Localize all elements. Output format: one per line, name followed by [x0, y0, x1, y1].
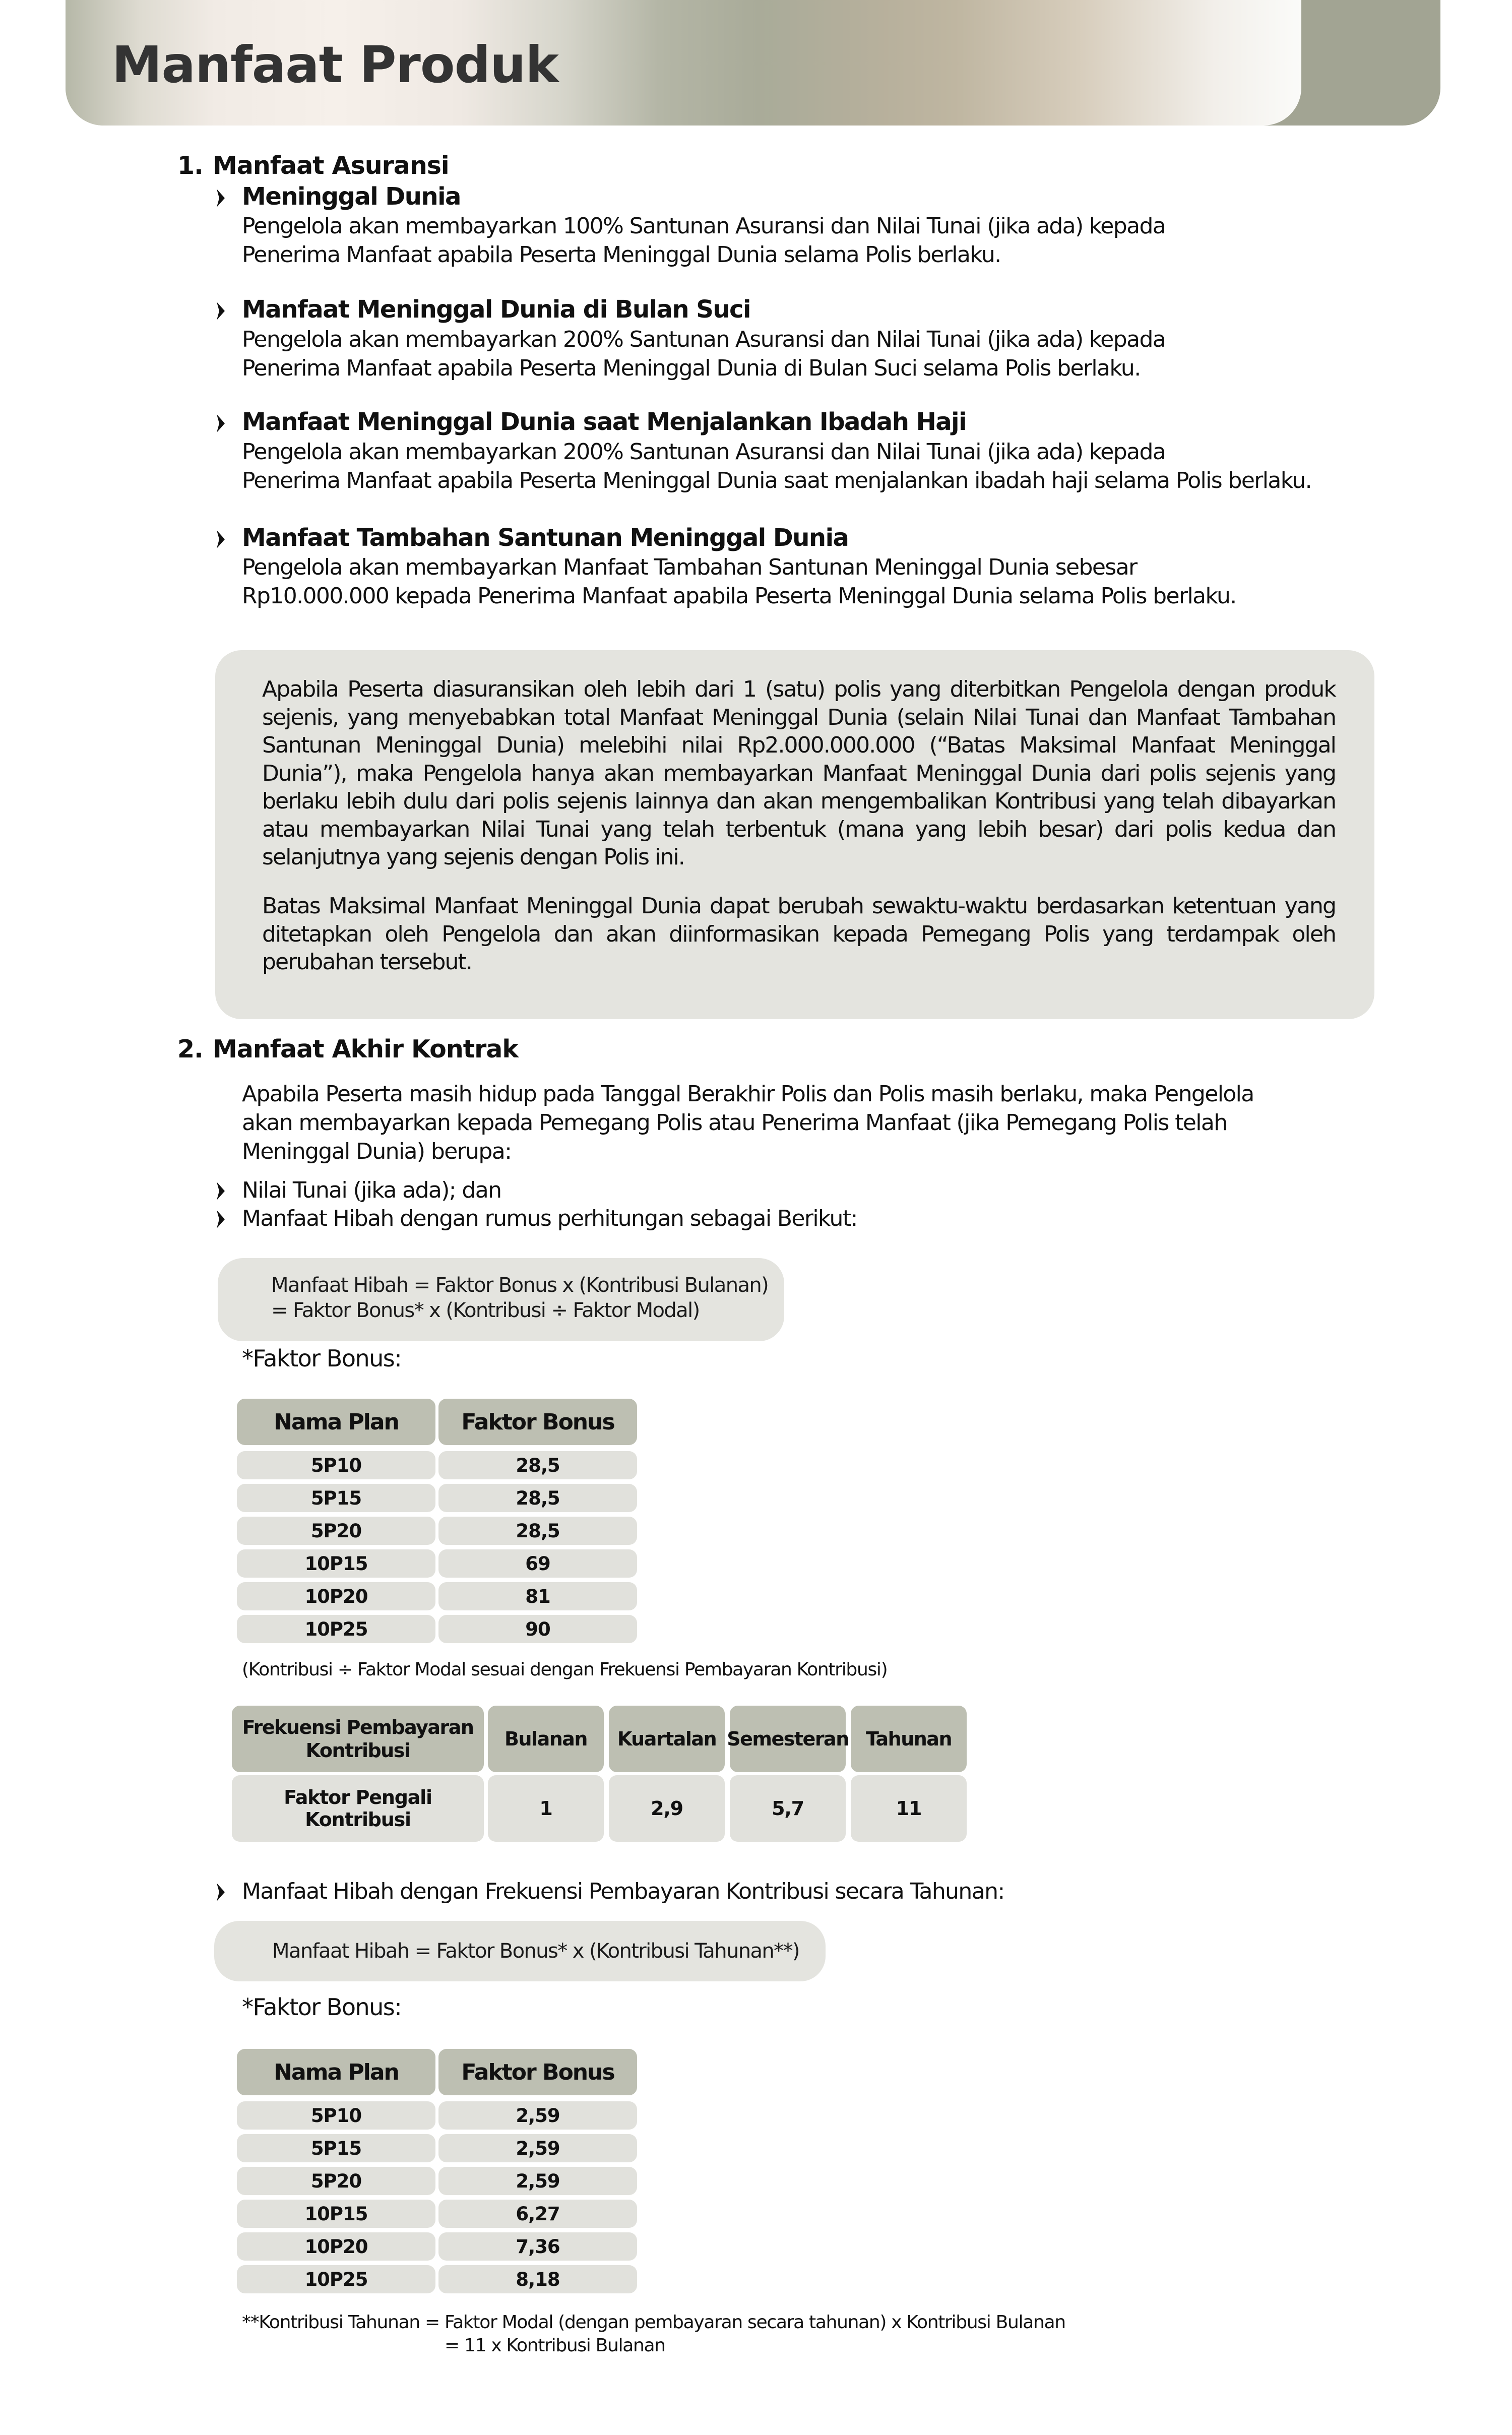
text-line: Pengelola akan membayarkan 200% Santunan Asuransi dan Nilai Tunai (jika ada) kepada [242, 327, 1166, 352]
benefit-title: Manfaat Meninggal Dunia saat Menjalankan Ibadah Haji [242, 408, 967, 436]
section-2-intro [242, 1080, 1254, 1166]
section-1-title: Manfaat Asuransi [213, 151, 449, 180]
text-line: Rp10.000.000 kepada Penerima Manfaat apabila Peserta Meninggal Dunia selama Polis berlaku. [242, 583, 1236, 609]
plan-name-cell: 10P25 [237, 1615, 435, 1643]
bonus-factor-cell: 6,27 [438, 2200, 637, 2228]
plan-name-cell: 10P20 [237, 1582, 435, 1610]
bonus-factor-cell: 2,59 [438, 2101, 637, 2130]
table-header-cell: Kuartalan [609, 1706, 725, 1772]
table-header-cell: Tahunan [851, 1706, 967, 1772]
bonus-factor-cell: 69 [438, 1549, 637, 1578]
footnote: = 11 x Kontribusi Bulanan [445, 2335, 665, 2356]
chevron-right-icon [215, 1181, 226, 1201]
chevron-right-icon [215, 301, 226, 321]
bonus-factor-cell: 2,59 [438, 2134, 637, 2162]
table-header-cell: Bulanan [488, 1706, 604, 1772]
multiplier-cell: 2,9 [609, 1775, 725, 1842]
bullet-item: Manfaat Hibah dengan rumus perhitungan sebagai Berikut: [242, 1206, 857, 1231]
chevron-right-icon [215, 1209, 226, 1229]
plan-name-cell: 10P20 [237, 2232, 435, 2261]
text-line: Penerima Manfaat apabila Peserta Meninggal Dunia saat menjalankan ibadah haji selama Polis berlaku. [242, 468, 1311, 493]
bonus-label: *Faktor Bonus: [242, 1993, 402, 2021]
formula [271, 1273, 768, 1323]
table-header-cell: Semesteran [730, 1706, 846, 1772]
note-paragraph: Apabila Peserta diasuransikan oleh lebih dari 1 (satu) polis yang diterbitkan Pengelola dengan produk sejenis, yang menyebabkan total Manfaat Meninggal Dunia (selain Nilai Tunai dan Manfaat Tambahan Santunan Meninggal Dunia) melebihi nilai Rp2.000.000.000 (“Batas Maksimal Manfaat Meninggal Dunia”), maka Pengelola hanya akan membayarkan Manfaat Meninggal Dunia dari polis sejenis yang berlaku lebih dulu dari polis sejenis lainnya dan akan mengembalikan Kontribusi yang telah dibayarkan atau membayarkan Nilai Tunai yang telah terbentuk (mana yang lebih besar) dari polis kedua dan selanjutnya yang sejenis dengan Polis ini. [262, 676, 1336, 870]
bonus-factor-cell: 28,5 [438, 1517, 637, 1545]
section-1-heading [177, 151, 449, 180]
plan-name-cell: 5P20 [237, 1517, 435, 1545]
plan-name-cell: 5P20 [237, 2167, 435, 2195]
text-line: akan membayarkan kepada Pemegang Polis atau Penerima Manfaat (jika Pemegang Polis telah [242, 1110, 1227, 1136]
table-header-cell: Faktor Bonus [438, 2049, 637, 2095]
bonus-factor-cell: 7,36 [438, 2232, 637, 2261]
plan-name-cell: 10P15 [237, 2200, 435, 2228]
formula-line: = Faktor Bonus* x (Kontribusi ÷ Faktor Modal) [271, 1299, 700, 1322]
section-2-heading [177, 1035, 518, 1064]
table-header-cell: Nama Plan [237, 2049, 435, 2095]
section-2-title: Manfaat Akhir Kontrak [213, 1035, 518, 1064]
bonus-factor-cell: 81 [438, 1582, 637, 1610]
bonus-factor-cell: 2,59 [438, 2167, 637, 2195]
bonus-factor-cell: 90 [438, 1615, 637, 1643]
bonus-factor-cell: 28,5 [438, 1451, 637, 1479]
benefit-title: Manfaat Meninggal Dunia di Bulan Suci [242, 295, 750, 324]
plan-name-cell: 10P15 [237, 1549, 435, 1578]
table-note: (Kontribusi ÷ Faktor Modal sesuai dengan Frekuensi Pembayaran Kontribusi) [242, 1659, 888, 1680]
formula: Manfaat Hibah = Faktor Bonus* x (Kontribusi Tahunan**) [272, 1940, 799, 1963]
bonus-factor-cell: 8,18 [438, 2265, 637, 2293]
multiplier-cell: 1 [488, 1775, 604, 1842]
row-label-cell: Faktor Pengali Kontribusi [232, 1775, 484, 1842]
text-line: Meninggal Dunia) berupa: [242, 1139, 512, 1164]
text-line: Penerima Manfaat apabila Peserta Meninggal Dunia di Bulan Suci selama Polis berlaku. [242, 355, 1141, 381]
footnote: **Kontribusi Tahunan = Faktor Modal (dengan pembayaran secara tahunan) x Kontribusi Bulanan [242, 2312, 1065, 2333]
bonus-factor-cell: 28,5 [438, 1484, 637, 1512]
benefit-description [242, 553, 1236, 610]
text-line: Penerima Manfaat apabila Peserta Meninggal Dunia selama Polis berlaku. [242, 242, 1001, 268]
note-paragraph: Batas Maksimal Manfaat Meninggal Dunia dapat berubah sewaktu-waktu berdasarkan ketentuan yang ditetapkan oleh Pengelola dan akan diinformasikan kepada Pemegang Polis yang terdampak oleh perubahan tersebut. [262, 893, 1336, 975]
benefit-title: Meninggal Dunia [242, 182, 461, 211]
table-header-cell: Faktor Bonus [438, 1399, 637, 1445]
text-line: Pengelola akan membayarkan 100% Santunan Asuransi dan Nilai Tunai (jika ada) kepada [242, 213, 1166, 239]
plan-name-cell: 5P15 [237, 1484, 435, 1512]
text-line: Pengelola akan membayarkan 200% Santunan Asuransi dan Nilai Tunai (jika ada) kepada [242, 439, 1166, 465]
formula-line: Manfaat Hibah = Faktor Bonus x (Kontribusi Bulanan) [271, 1274, 769, 1297]
multiplier-cell: 11 [851, 1775, 967, 1842]
bullet-item: Nilai Tunai (jika ada); dan [242, 1177, 501, 1203]
table-header-cell: Frekuensi Pembayaran Kontribusi [232, 1706, 484, 1772]
benefit-description [242, 212, 1165, 269]
chevron-right-icon [215, 413, 226, 433]
plan-name-cell: 5P10 [237, 1451, 435, 1479]
section-2-number: 2. [177, 1035, 203, 1064]
chevron-right-icon [215, 1882, 226, 1902]
text-line: Apabila Peserta masih hidup pada Tanggal Berakhir Polis dan Polis masih berlaku, maka Pengelola [242, 1081, 1254, 1107]
plan-name-cell: 5P10 [237, 2101, 435, 2130]
table-header-cell: Nama Plan [237, 1399, 435, 1445]
benefit-description [242, 325, 1165, 383]
multiplier-cell: 5,7 [730, 1775, 846, 1842]
chevron-right-icon [215, 529, 226, 549]
plan-name-cell: 10P25 [237, 2265, 435, 2293]
bonus-label: *Faktor Bonus: [242, 1345, 402, 1372]
benefit-title: Manfaat Tambahan Santunan Meninggal Dunia [242, 524, 849, 552]
chevron-right-icon [215, 188, 226, 208]
bullet-item: Manfaat Hibah dengan Frekuensi Pembayaran Kontribusi secara Tahunan: [242, 1879, 1004, 1904]
page-title: Manfaat Produk [112, 35, 558, 94]
section-1-number: 1. [177, 151, 203, 180]
plan-name-cell: 5P15 [237, 2134, 435, 2162]
benefit-description [242, 438, 1311, 495]
text-line: Pengelola akan membayarkan Manfaat Tambahan Santunan Meninggal Dunia sebesar [242, 554, 1137, 580]
